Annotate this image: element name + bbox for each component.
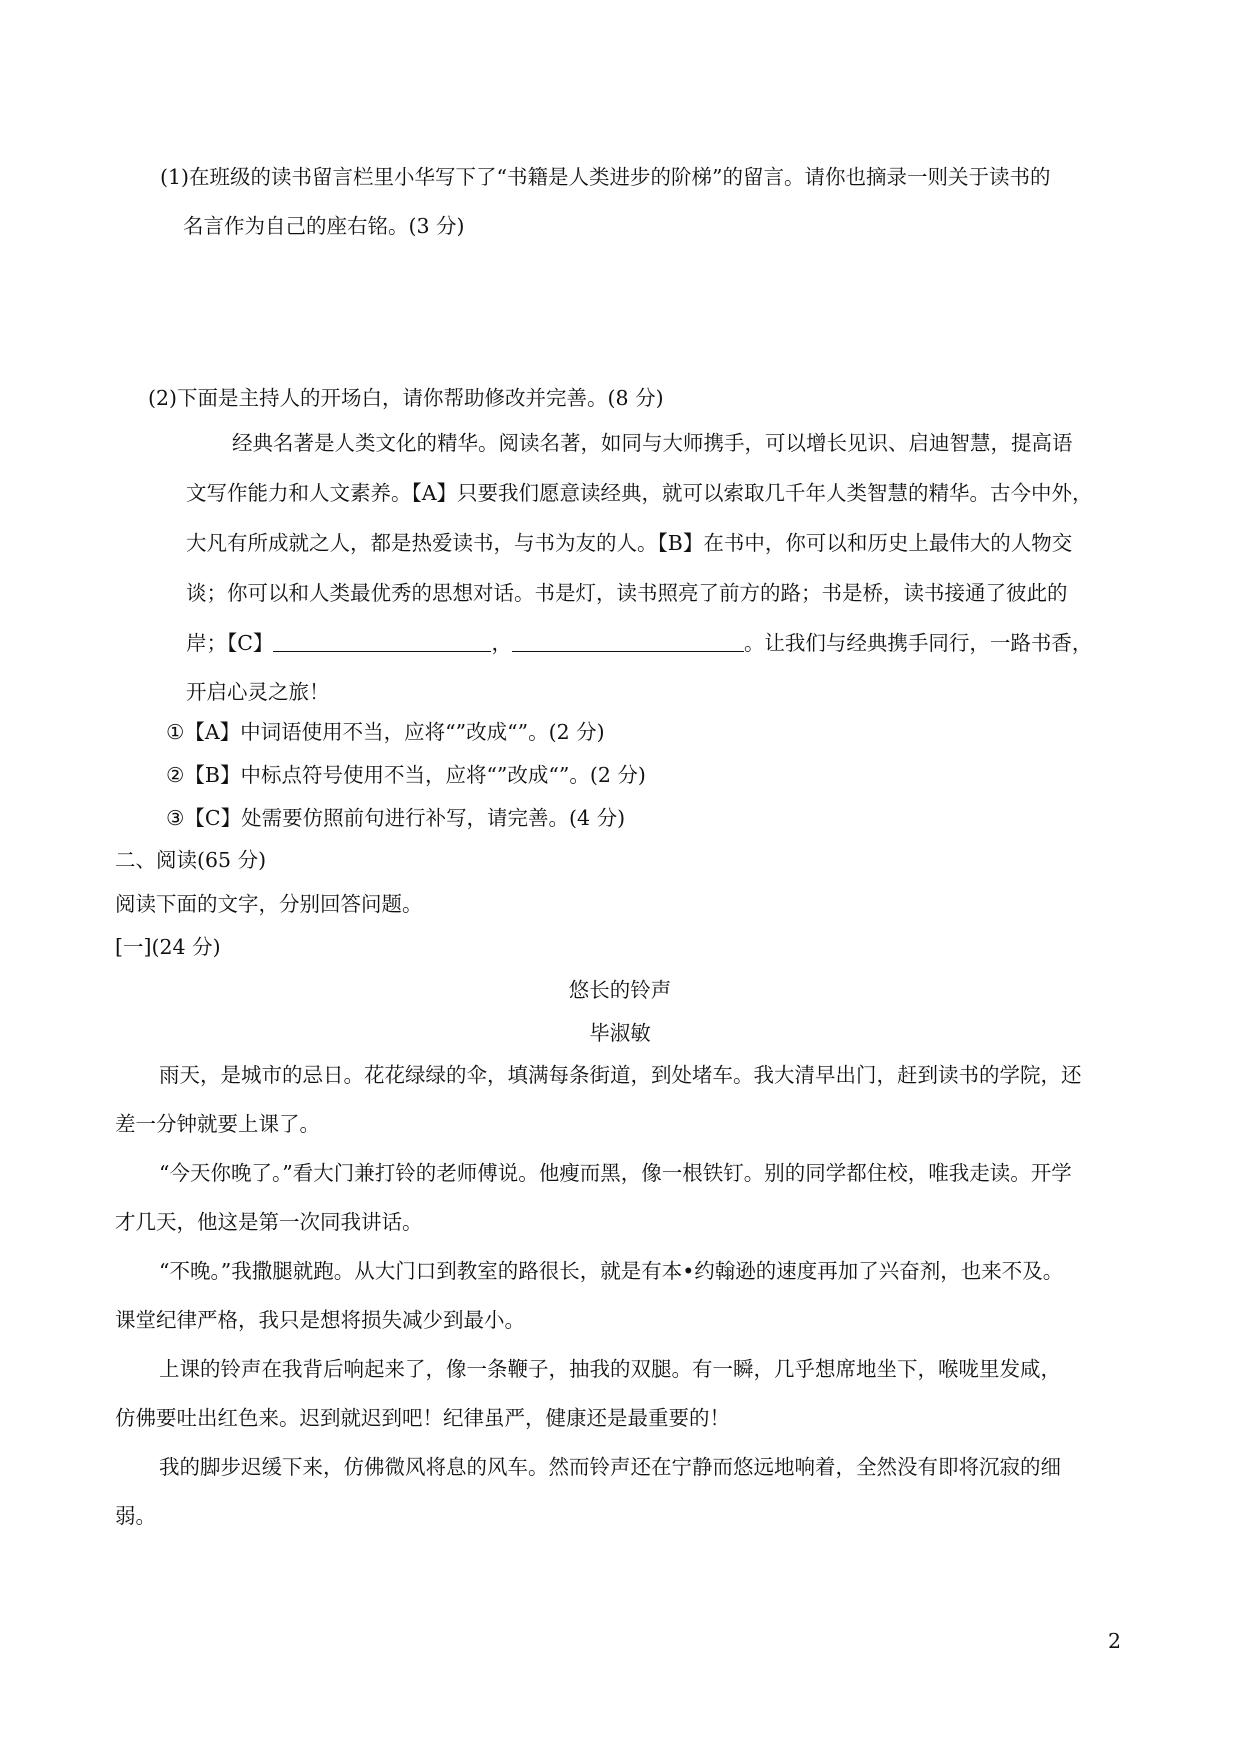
section-heading: 二、阅读(65 分) [115, 848, 267, 872]
q2-paragraph-line: 文写作能力和人文素养。【A】只要我们愿意读经典，就可以索取几千年人类智慧的精华。古今中外， [186, 481, 1093, 505]
q2-prompt: (2)下面是主持人的开场白，请你帮助修改并完善。(8 分) [148, 386, 664, 410]
article-line: 我的脚步迟缓下来，仿佛微风将息的风车。然而铃声还在宁静而悠远地响着，全然没有即将沉寂的细 [159, 1455, 1061, 1479]
q2-paragraph-line: 谈；你可以和人类最优秀的思想对话。书是灯，读书照亮了前方的路；书是桥，读书接通了彼此的 [186, 581, 1068, 605]
article-line: 弱。 [115, 1504, 156, 1528]
answer-blank-2[interactable] [512, 631, 744, 652]
article-line: 仿佛要吐出红色来。迟到就迟到吧！纪律虽严，健康还是最重要的！ [115, 1406, 730, 1430]
q2-sub-question: ①【A】中词语使用不当，应将“”改成“”。(2 分) [166, 720, 605, 744]
article-line: 才几天，他这是第一次同我讲话。 [115, 1210, 423, 1234]
q2-sub-question: ③【C】处需要仿照前句进行补写，请完善。(4 分) [166, 806, 626, 830]
article-line: 上课的铃声在我背后响起来了，像一条鞭子，抽我的双腿。有一瞬，几乎想席地坐下，喉咙里发咸， [159, 1357, 1061, 1381]
q1-line-2: 名言作为自己的座右铭。(3 分) [183, 214, 465, 238]
article-title: 悠长的铃声 [568, 978, 672, 1002]
page-number: 2 [1108, 1629, 1122, 1653]
q1-line-1: (1)在班级的读书留言栏里小华写下了“书籍是人类进步的阶梯”的留言。请你也摘录一则关于读书的 [160, 165, 1051, 189]
article-author: 毕淑敏 [589, 1021, 651, 1045]
fill-suffix: 。让我们与经典携手同行，一路书香， [743, 631, 1093, 655]
section-instruction: 阅读下面的文字，分别回答问题。 [115, 892, 423, 916]
fill-comma: ， [491, 631, 512, 655]
fill-prefix: 岸；【C】 [186, 631, 274, 655]
answer-blank-1[interactable] [273, 631, 491, 652]
article-line: “今天你晚了。”看大门兼打铃的老师傅说。他瘦而黑，像一根铁钉。别的同学都住校，唯我走读。开学 [159, 1161, 1072, 1185]
q2-fill-line [186, 629, 1092, 657]
article-line: 差一分钟就要上课了。 [115, 1112, 320, 1136]
article-line: 雨天，是城市的忌日。花花绿绿的伞，填满每条街道，到处堵车。我大清早出门，赶到读书的学院，还 [159, 1063, 1082, 1087]
part-label: [一](24 分) [115, 935, 221, 959]
q2-sub-question: ②【B】中标点符号使用不当，应将“”改成“”。(2 分) [166, 763, 646, 787]
article-line: “不晚。”我撒腿就跑。从大门口到教室的路很长，就是有本•约翰逊的速度再加了兴奋剂，也来不及。 [159, 1259, 1064, 1283]
q2-paragraph-line: 大凡有所成就之人，都是热爱读书，与书为友的人。【B】在书中，你可以和历史上最伟大的人物交 [186, 531, 1073, 555]
q2-paragraph-last: 开启心灵之旅！ [186, 680, 330, 704]
q2-paragraph-line: 经典名著是人类文化的精华。阅读名著，如同与大师携手，可以增长见识、启迪智慧，提高语 [232, 431, 1073, 455]
article-line: 课堂纪律严格，我只是想将损失减少到最小。 [115, 1308, 525, 1332]
